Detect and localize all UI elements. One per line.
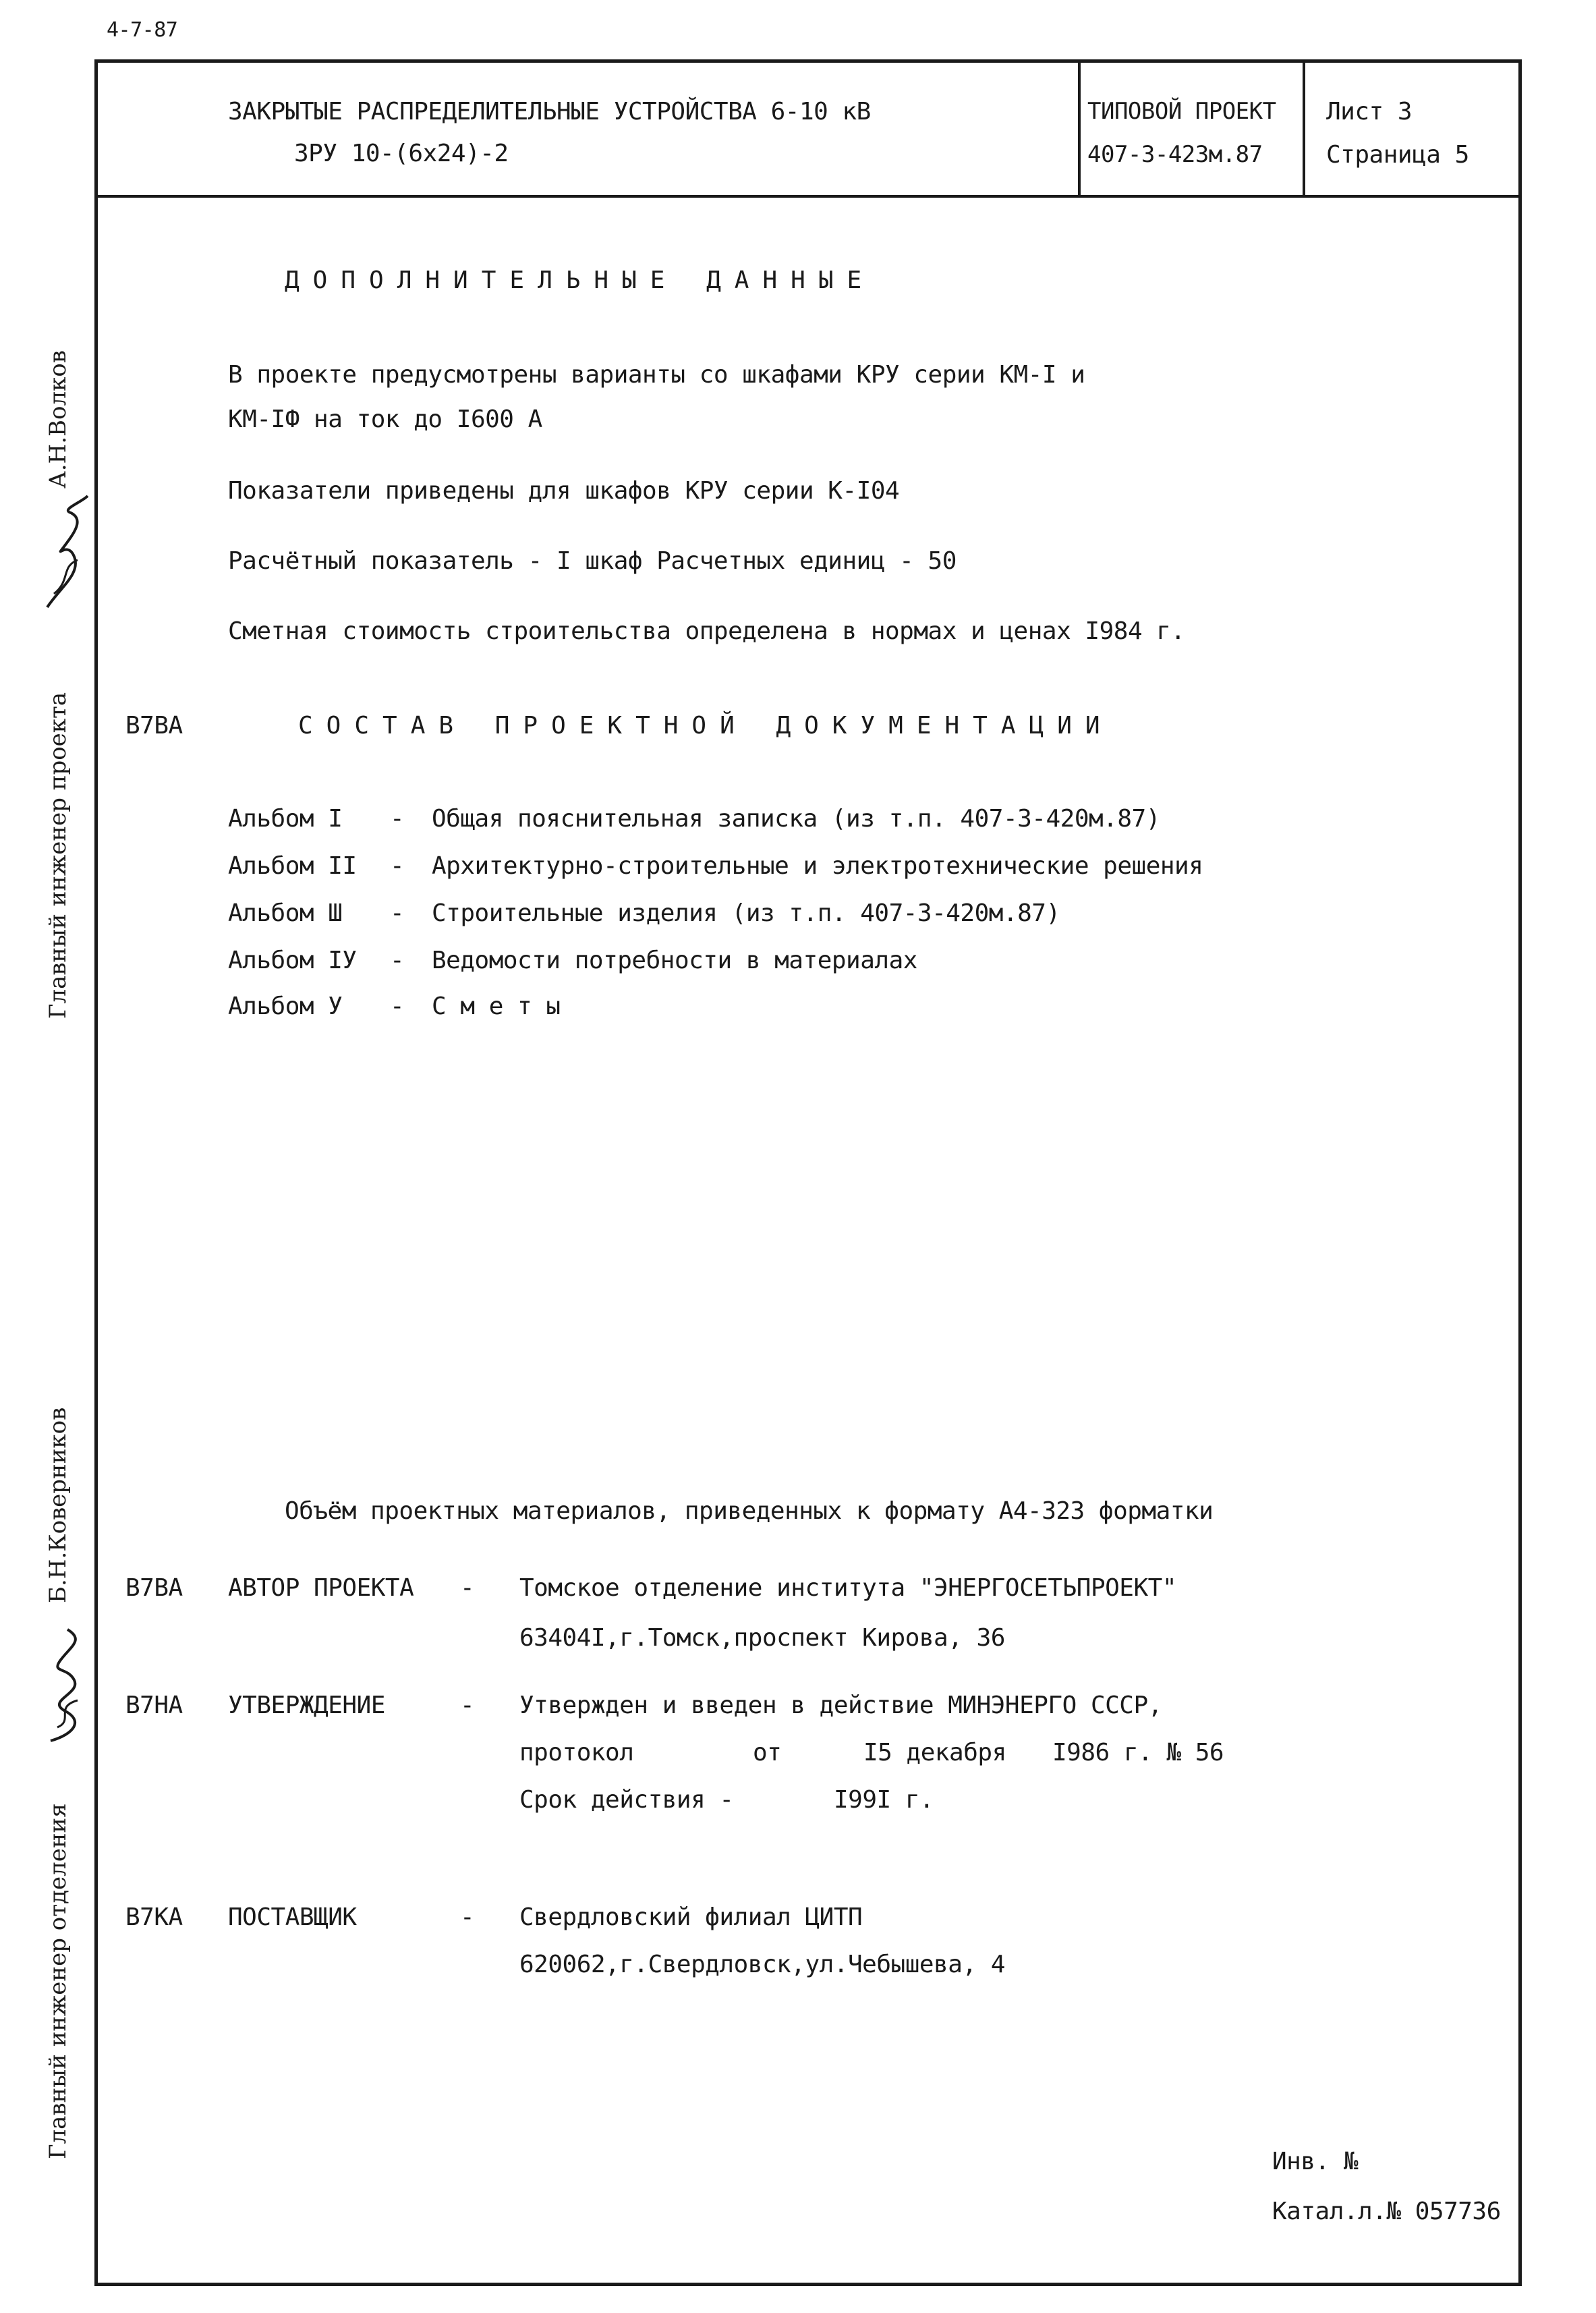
album-desc: С м е т ы bbox=[432, 993, 561, 1020]
album-desc: Архитектурно-строительные и электротехнические решения bbox=[432, 852, 1203, 880]
title-line-2: ЗРУ 10-(6х24)-2 bbox=[294, 140, 509, 167]
inventory-number: Инв. № bbox=[1272, 2148, 1359, 2175]
additional-line: В проекте предусмотрены варианты со шкафами КРУ серии КМ-I и bbox=[228, 361, 1085, 389]
album-name: Альбом Ш bbox=[228, 899, 343, 927]
approval-date: I5 декабря bbox=[863, 1739, 1006, 1766]
volume-line: Объём проектных материалов, приведенных к формату А4-323 форматки bbox=[285, 1497, 1214, 1525]
signer2-role: Главный инженер отделения bbox=[45, 1803, 72, 2159]
author-line-2: 63404I,г.Томск,проспект Кирова, 36 bbox=[519, 1624, 1005, 1652]
album-dash: - bbox=[390, 805, 405, 833]
additional-line: Показатели приведены для шкафов КРУ серии К-I04 bbox=[228, 477, 900, 505]
signature-2 bbox=[34, 1619, 94, 1748]
approval-validity-year: I99I г. bbox=[834, 1786, 934, 1814]
additional-heading: ДОПОЛНИТЕЛЬНЫЕ ДАННЫЕ bbox=[285, 267, 876, 294]
author-dash: - bbox=[460, 1574, 475, 1602]
author-code: В7ВА bbox=[125, 1574, 183, 1602]
composition-heading: СОСТАВ ПРОЕКТНОЙ ДОКУМЕНТАЦИИ bbox=[298, 712, 1114, 740]
title-block-divider bbox=[1303, 63, 1305, 195]
signer1-role: Главный инженер проекта bbox=[45, 692, 72, 1019]
composition-code: В7ВА bbox=[125, 712, 183, 740]
album-dash: - bbox=[390, 899, 405, 927]
album-name: Альбом У bbox=[228, 993, 343, 1020]
album-dash: - bbox=[390, 852, 405, 880]
approval-label: УТВЕРЖДЕНИЕ bbox=[228, 1692, 385, 1719]
album-name: Альбом II bbox=[228, 852, 357, 880]
album-desc: Ведомости потребности в материалах bbox=[432, 947, 917, 974]
supplier-dash: - bbox=[460, 1903, 475, 1931]
signer1-name: А.Н.Волков bbox=[45, 350, 72, 489]
author-line-1: Томское отделение института "ЭНЕРГОСЕТЬПРОЕКТ" bbox=[519, 1574, 1176, 1602]
project-type: ТИПОВОЙ ПРОЕКТ bbox=[1087, 98, 1276, 125]
supplier-code: В7КА bbox=[125, 1903, 183, 1931]
approval-dash: - bbox=[460, 1692, 475, 1719]
album-name: Альбом I bbox=[228, 805, 343, 833]
catalog-number: Катал.л.№ 057736 bbox=[1272, 2198, 1501, 2225]
approval-year: I986 г. № 56 bbox=[1052, 1739, 1224, 1766]
title-block-divider bbox=[1078, 63, 1081, 195]
album-desc: Общая пояснительная записка (из т.п. 407-3-420м.87) bbox=[432, 805, 1160, 833]
title-line-1: ЗАКРЫТЫЕ РАСПРЕДЕЛИТЕЛЬНЫЕ УСТРОЙСТВА 6-10 кВ bbox=[228, 98, 871, 126]
approval-validity: Срок действия - bbox=[519, 1786, 734, 1814]
sheet-number: Лист 3 bbox=[1326, 98, 1413, 126]
corner-code: 4-7-87 bbox=[107, 18, 178, 42]
signer2-name: Б.Н.Коверников bbox=[45, 1407, 72, 1603]
album-name: Альбом IУ bbox=[228, 947, 357, 974]
supplier-line-1: Свердловский филиал ЦИТП bbox=[519, 1903, 863, 1931]
additional-line: Расчётный показатель - I шкаф Расчетных единиц - 50 bbox=[228, 547, 957, 575]
approval-protocol: протокол bbox=[519, 1739, 634, 1766]
author-label: АВТОР ПРОЕКТА bbox=[228, 1574, 414, 1602]
approval-code: В7НА bbox=[125, 1692, 183, 1719]
album-dash: - bbox=[390, 947, 405, 974]
additional-line: КМ-IФ на ток до I600 А bbox=[228, 406, 542, 433]
supplier-line-2: 620062,г.Свердловск,ул.Чебышева, 4 bbox=[519, 1951, 1005, 1978]
project-number: 407-3-423м.87 bbox=[1087, 141, 1263, 168]
album-desc: Строительные изделия (из т.п. 407-3-420м.87) bbox=[432, 899, 1060, 927]
signature-1 bbox=[34, 493, 94, 614]
page-number: Страница 5 bbox=[1326, 141, 1469, 169]
approval-from: от bbox=[753, 1739, 782, 1766]
supplier-label: ПОСТАВЩИК bbox=[228, 1903, 357, 1931]
title-block bbox=[98, 63, 1518, 198]
additional-line: Сметная стоимость строительства определена в нормах и ценах I984 г. bbox=[228, 617, 1185, 645]
approval-line-1: Утвержден и введен в действие МИНЭНЕРГО СССР, bbox=[519, 1692, 1162, 1719]
album-dash: - bbox=[390, 993, 405, 1020]
